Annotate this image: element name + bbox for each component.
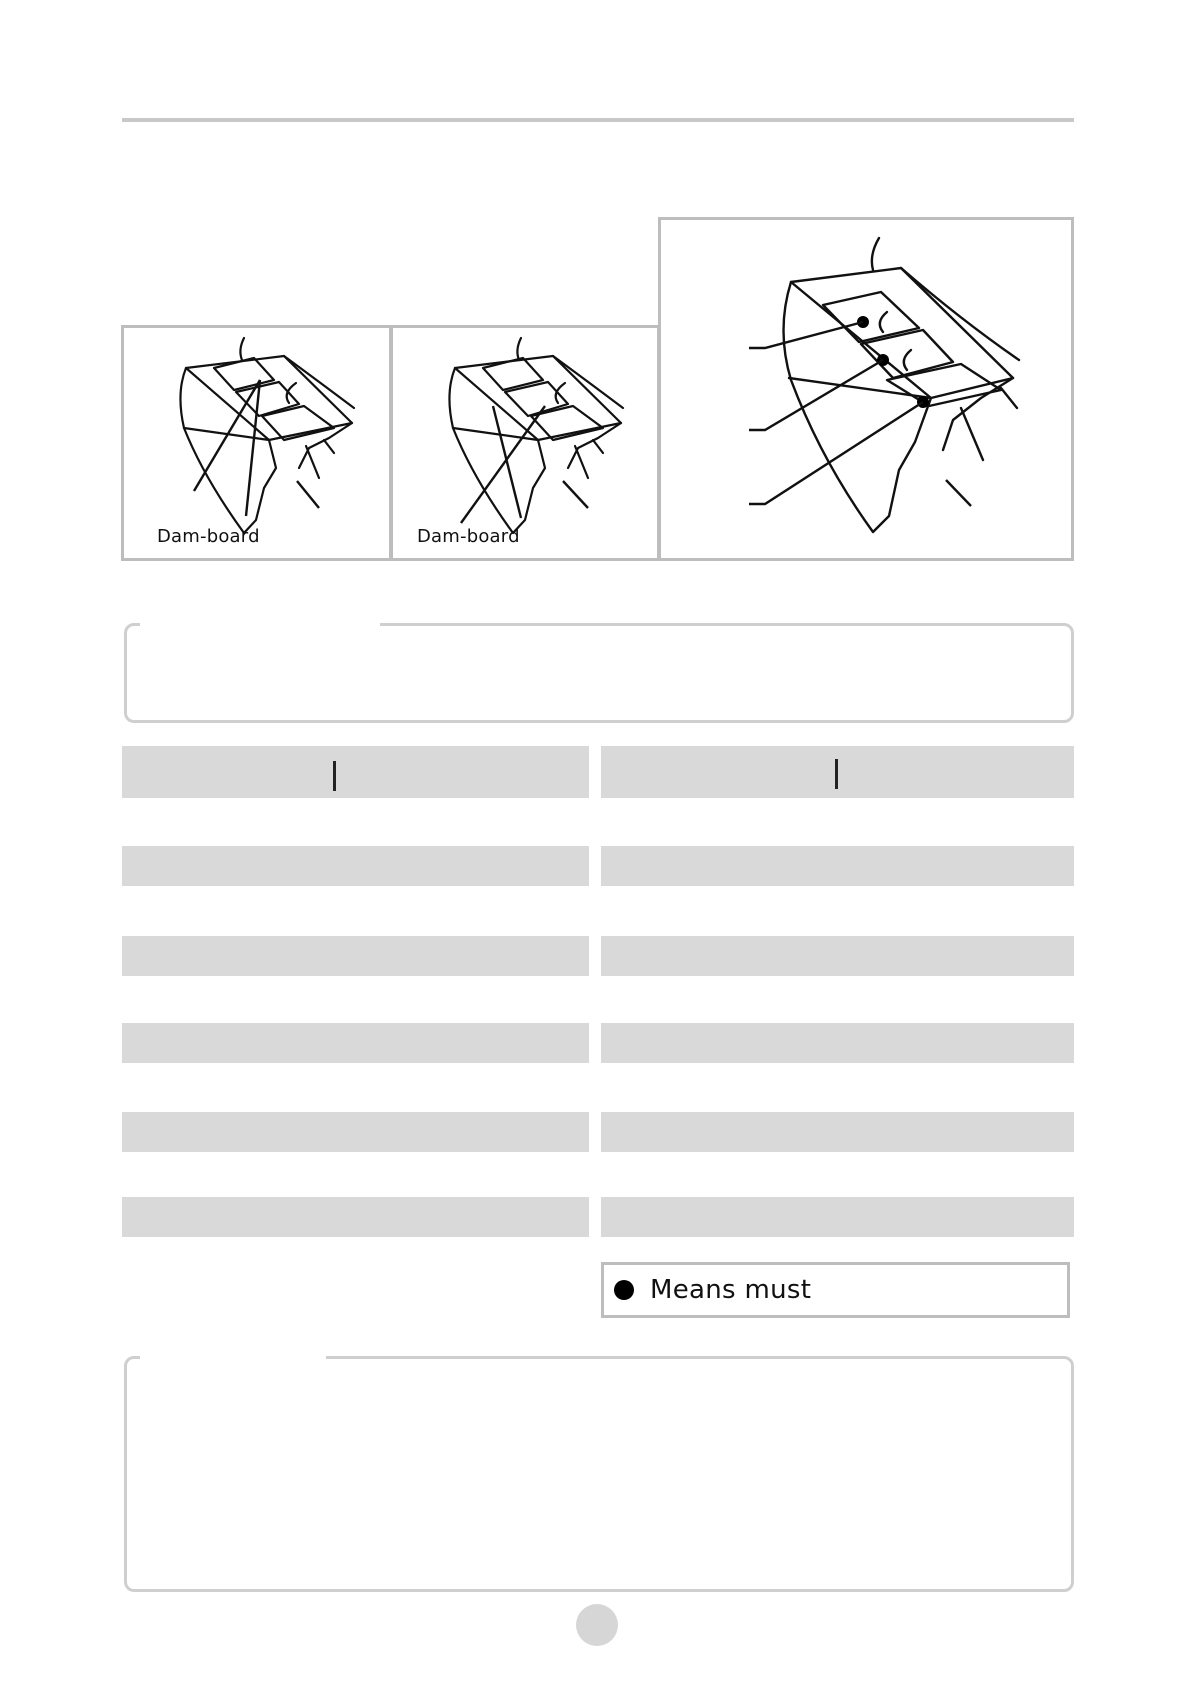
- table-row-right-2: [601, 936, 1074, 976]
- dam-board-label: Dam-board: [417, 526, 520, 547]
- drawer-illustration-right: [661, 220, 1071, 558]
- legend-box: [601, 1262, 1070, 1318]
- figure-dispenser-right: [658, 217, 1074, 561]
- header-divider-left: [333, 761, 336, 791]
- top-rule: [122, 118, 1074, 122]
- table-row-right-3: [601, 1023, 1074, 1063]
- figure-dispenser-left: [121, 325, 392, 561]
- page-number-circle: [576, 1604, 618, 1646]
- dam-board-label: Dam-board: [157, 526, 260, 547]
- drawer-illustration-middle: [393, 328, 657, 558]
- table-row-left-2: [122, 936, 589, 976]
- note-box-bottom: [124, 1356, 1074, 1592]
- header-divider-right: [835, 759, 838, 789]
- table-header-left: [122, 746, 589, 798]
- note-box-top-title-gap: [140, 622, 380, 628]
- table-row-left-1: [122, 846, 589, 886]
- filled-circle-icon: [614, 1280, 634, 1300]
- figure-dispenser-middle: [390, 325, 660, 561]
- table-row-right-4: [601, 1112, 1074, 1152]
- note-box-bottom-title-gap: [140, 1355, 326, 1361]
- table-row-left-5: [122, 1197, 589, 1237]
- drawer-illustration-left: [124, 328, 389, 558]
- note-box-top: [124, 623, 1074, 723]
- table-row-left-3: [122, 1023, 589, 1063]
- legend-text: Means must: [650, 1275, 812, 1305]
- table-row-left-4: [122, 1112, 589, 1152]
- table-row-right-5: [601, 1197, 1074, 1237]
- table-row-right-1: [601, 846, 1074, 886]
